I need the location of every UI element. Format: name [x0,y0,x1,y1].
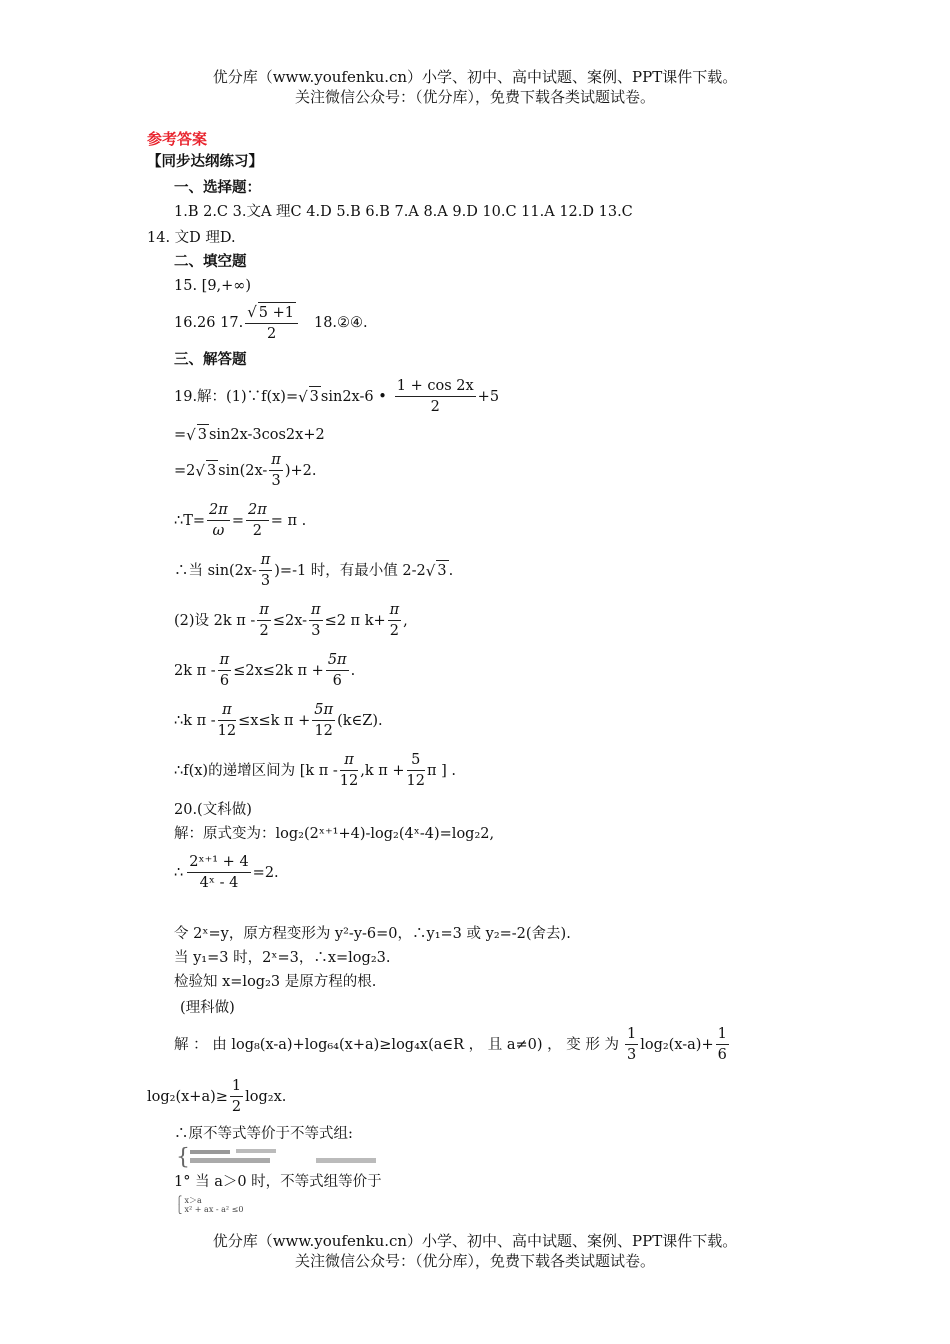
q19-l4-text-3: = π . [270,512,307,529]
answer-17-fraction: $\frac{√ 5 +1}{2}$ [245,302,298,344]
q19-l9-numerator-1: π [340,750,358,771]
footer-line-2: 关注微信公众号：（优分库），免费下载各类试题试卷。 [294,1252,655,1270]
q20-l2-denominator: 4ˣ - 4 [199,875,239,891]
q19-l9-text: ∴f(x)的递增区间为 [k π - [174,762,338,779]
q20-line-2 [174,852,279,893]
q19-l7-text-3: . [350,662,356,679]
answer-16-17-label: 16.26 17. [174,315,244,331]
q19-l6-denominator-1: 2 [259,623,269,639]
q19-l6-fraction-1 [257,600,271,641]
q19-l1-fraction [395,376,476,417]
part1-title: 一、选择题： [174,179,261,196]
q19-l4-denominator-1: ω [212,523,225,539]
q19-l1-sqrt: 3 [309,386,321,407]
part2-title: 二、填空题 [174,253,247,270]
q20-science-line-3: ∴原不等式等价于不等式组: [174,1126,353,1142]
q19-l9-fraction-2 [407,750,425,791]
q19-l4-numerator-2: 2π [246,500,269,521]
q19-l6-denominator-2: 3 [311,623,321,639]
q19-l8-numerator-2: 5π [312,700,335,721]
q19-l9-denominator-2: 12 [406,773,425,789]
q19-l6-fraction-3 [388,600,402,641]
header-line-1: 优分库（www.youfenku.cn）小学、初中、高中试题、案例、PPT课件下载。 [212,68,738,86]
q19-l8-text-3: (k∈Z). [337,712,383,729]
system-text-b: x² + ax - a² ≤0 [184,1205,244,1214]
q19-l3-text: =2 [174,462,196,479]
footer-line-1: 优分库（www.youfenku.cn）小学、初中、高中试题、案例、PPT课件下载。 [212,1232,738,1250]
answer-17-denominator: 2 [266,326,277,342]
q19-l6-fraction-2 [309,600,323,641]
q19-l8-denominator-2: 12 [314,723,333,739]
q19-l8-text-2: ≤x≤k π + [238,712,311,729]
q19-l6-text: (2)设 2k π - [174,612,256,629]
q19-l8-denominator-1: 12 [217,723,237,739]
q20-line-1: 解：原式变为：log₂(2ˣ⁺¹+4)-log₂(4ˣ-4)=log₂2, [174,826,495,842]
q19-l5-fraction [259,550,273,591]
q19-l4-numerator-1: 2π [207,500,230,521]
choice-answers-line-1: 1.B 2.C 3.文A 理C 4.D 5.B 6.B 7.A 8.A 9.D 10.C 11.A 12.D 13.C [174,204,633,220]
q19-l2-sqrt: 3 [197,424,209,445]
q19-l6-numerator-3: π [388,600,402,621]
q19-l7-denominator-2: 6 [332,673,342,689]
q20s-l1-text: 解 ： 由 log₈(x-a)+log₆₄(x+a)≥log₄x(a∈R ， 且 a≠0) ， 变 形 为 [174,1036,619,1053]
choice-answers-line-2: 14. 文D 理D. [147,230,236,246]
q19-l4-fraction-1 [207,500,230,541]
q19-l4-denominator-2: 2 [252,523,262,539]
q19-l9-fraction-1 [340,750,358,791]
q20s-l1-text-2: log₂(x-a)+ [640,1036,714,1053]
q19-l4-fraction-2 [246,500,269,541]
answers-title: 参考答案 [147,130,208,148]
q19-l5-numerator: π [259,550,273,571]
q19-l5-text-2: )=-1 时，有最小值 2-2 [274,562,426,579]
q19-l8-fraction-2 [312,700,335,741]
q19-l4-text-2: = [231,512,244,529]
section-title: 【同步达纲练习】 [147,153,263,170]
q19-l4-text: ∴T= [174,512,206,529]
q19-line-3: =2 √ 3 sin(2x- $\frac{\pi}{3}$ )+2. [174,452,317,489]
system-text-a: x＞a [184,1196,202,1205]
q19-l8-text: ∴k π - [174,712,216,729]
answer-18: 18.②④. [313,315,368,331]
q20-science-line-2 [147,1076,286,1117]
q20s-l2-fraction [230,1076,243,1117]
answer-17-numerator: 5 +1 [258,302,296,323]
header-line-2: 关注微信公众号：（优分库），免费下载各类试题试卷。 [294,88,655,106]
q20-science-line-5: 1° 当 a＞0 时，不等式组等价于 [174,1174,382,1190]
q19-l9-numerator-2: 5 [407,750,425,771]
q20s-l2-denominator: 2 [231,1099,242,1115]
q19-l7-denominator-1: 6 [219,673,230,689]
q19-l8-fraction-1 [218,700,236,741]
q20-line-4: 当 y₁=3 时，2ˣ=3，∴x=log₂3. [174,950,391,966]
q19-l9-text-2: ,k π + [360,762,405,779]
q19-line-2: = √ 3 sin2x-3cos2x+2 [174,425,325,444]
q20-line-3: 令 2ˣ=y，原方程变形为 y²-y-6=0，∴y₁=3 或 y₂=-2(舍去). [174,926,571,942]
q20s-l2-numerator: 1 [230,1076,243,1097]
q20-l2-text: ∴ [174,864,184,881]
q19-l7-fraction-2 [326,650,349,691]
q19-l7-text-2: ≤2x≤2k π + [233,662,324,679]
system-line-b: ⎩ x² + ax - a² ≤0 [176,1205,244,1214]
q19-l7-text: 2k π - [174,662,216,679]
q19-l2-text-2: sin2x-3cos2x+2 [208,426,325,443]
q19-line-4 [174,500,306,541]
q19-l7-fraction-1 [218,650,232,691]
q19-line-8 [174,700,383,741]
q19-l3-denominator: 3 [271,473,281,489]
q19-l3-fraction [269,450,283,491]
q19-l5-denominator: 3 [260,573,271,589]
q20-title: 20.(文科做) [174,802,252,818]
q19-l6-text-3: ≤2 π k+ [324,612,386,629]
q19-l6-denominator-3: 2 [389,623,400,639]
q20s-l1-denominator-1: 3 [626,1047,637,1063]
q20s-l1-fraction-2 [716,1024,729,1065]
q20s-l2-text: log₂(x+a)≥ [147,1088,228,1105]
q20s-l1-denominator-2: 6 [717,1047,727,1063]
q19-l7-numerator-2: 5π [326,650,349,671]
q20-l2-text-2: =2. [252,864,279,881]
q20s-l1-numerator-2: 1 [716,1024,729,1045]
answers-16-18 [174,302,368,344]
q19-l8-numerator-1: π [218,700,236,721]
q19-l1-text-3: +5 [477,388,500,405]
q19-l1-text: 19.解：(1)∵f(x)= [174,388,299,405]
q20s-l1-numerator-1: 1 [625,1024,638,1045]
q20-science-line-1 [174,1024,731,1065]
q19-line-1: 19.解：(1)∵f(x)= √ 3 sin2x-6 • $\frac{1 + \cos 2x}{2}$ +5 [174,378,500,415]
q19-l9-text-3: π ] . [427,762,457,779]
q19-l3-numerator: π [269,450,283,471]
q20-science-title: (理科做) [180,1000,235,1016]
inequality-system-small [176,1196,243,1214]
q19-line-9 [174,750,456,791]
q19-l3-text-3: )+2. [284,462,317,479]
q20-l2-numerator: 2ˣ⁺¹ + 4 [187,852,250,873]
q19-l6-numerator-2: π [309,600,323,621]
svg-text:{: { [176,1146,190,1168]
q19-l1-text-2: sin2x-6 • [320,388,387,405]
system-line-a: ⎧ x＞a [176,1196,202,1205]
q19-l1-numerator: 1 + cos 2x [395,376,476,397]
q19-l1-denominator: 2 [430,399,440,415]
q19-l3-sqrt: 3 [206,460,218,481]
q19-l7-numerator-1: π [218,650,232,671]
q19-l2-text: = [174,426,187,443]
answer-15: 15. [9,+∞) [174,278,252,294]
q19-l5-text: ∴当 sin(2x- [174,562,257,579]
inequality-system-image [176,1146,386,1168]
q20s-l2-text-2: log₂x. [245,1088,287,1105]
q19-l5-sqrt: 3 [436,560,448,581]
q19-line-7 [174,650,355,691]
q19-l6-text-2: ≤2x- [272,612,308,629]
q19-l6-numerator-1: π [257,600,271,621]
part3-title: 三、解答题 [174,351,247,368]
q20-l2-fraction [187,852,250,893]
q19-line-6 [174,600,408,641]
q20-line-5: 检验知 x=log₂3 是原方程的根. [174,974,377,990]
q19-l9-denominator-1: 12 [339,773,359,789]
q19-l5-text-3: . [448,562,454,579]
q19-l3-text-2: sin(2x- [218,462,268,479]
q19-l6-text-4: , [403,612,408,629]
q19-line-5: ∴当 sin(2x- $\frac{\pi}{3}$ )=-1 时，有最小值 2-2 √ 3 . [174,552,454,589]
q20s-l1-fraction-1 [625,1024,638,1065]
